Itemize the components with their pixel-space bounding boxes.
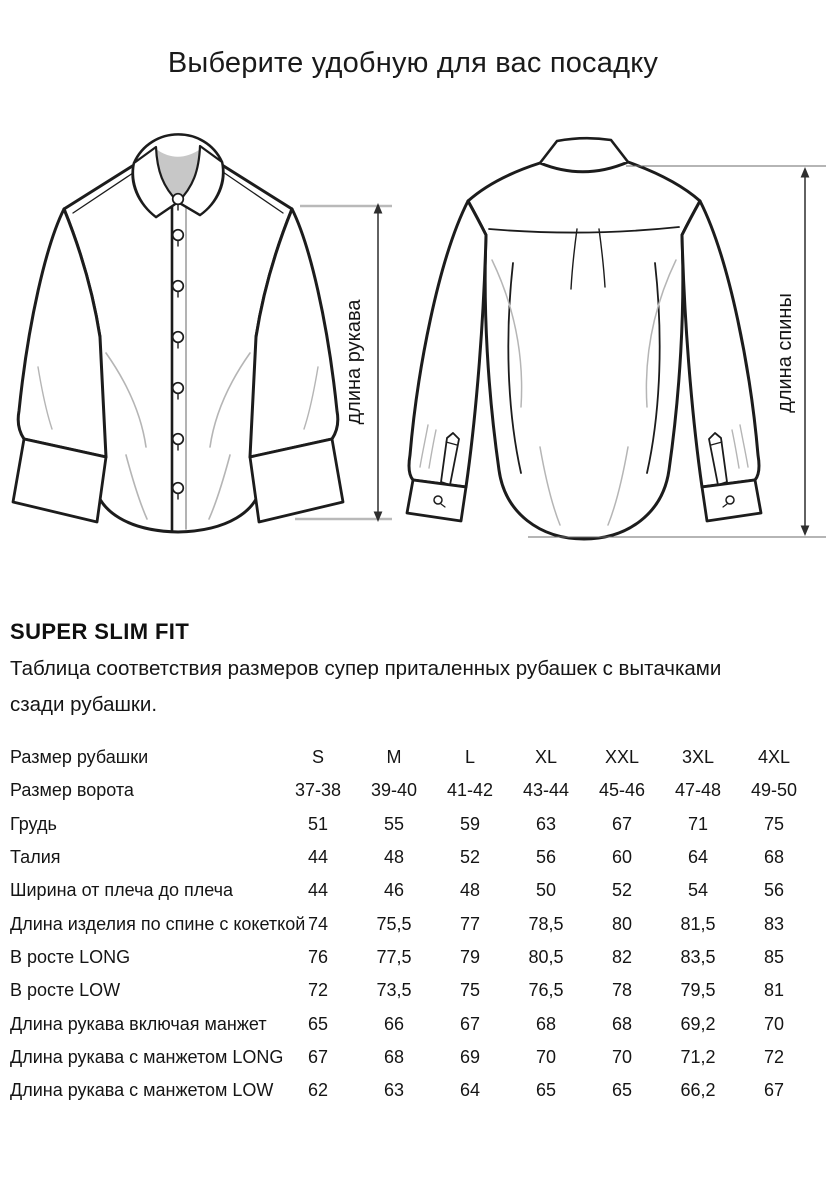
row-value: 69,2	[680, 1013, 716, 1034]
row-value: 79	[459, 946, 481, 967]
section-description	[10, 651, 810, 723]
row-value: 44	[307, 880, 329, 901]
front-shirt-diagram	[13, 134, 343, 532]
table-row	[10, 1041, 816, 1074]
table-row	[10, 774, 816, 807]
row-value: 4XL	[757, 747, 791, 768]
back-length-label: длина спины	[774, 293, 796, 413]
row-value: 54	[687, 880, 709, 901]
table-row	[10, 974, 816, 1007]
arrow-up-icon	[801, 167, 810, 178]
back-right-cuff-button	[726, 496, 734, 504]
row-value: 75	[459, 980, 481, 1001]
row-value: 68	[383, 1046, 405, 1067]
row-label: Длина рукава с манжетом LONG	[10, 1046, 284, 1067]
table-row	[10, 741, 816, 774]
row-value: 83	[763, 913, 785, 934]
row-value: 63	[535, 813, 557, 834]
row-label: Размер ворота	[10, 780, 134, 801]
section-heading: SUPER SLIM FIT	[10, 619, 190, 644]
row-value: 52	[459, 847, 481, 868]
row-value: 3XL	[681, 747, 715, 768]
row-value: 65	[535, 1080, 557, 1101]
row-value: 45-46	[598, 780, 646, 801]
row-value: 70	[763, 1013, 785, 1034]
row-value: 76	[307, 946, 329, 967]
row-value: 48	[383, 847, 405, 868]
row-value: 48	[459, 880, 481, 901]
row-label: Размер рубашки	[10, 747, 149, 768]
arrow-down-icon	[801, 526, 810, 537]
row-value: 67	[459, 1013, 481, 1034]
table-row	[10, 841, 816, 874]
row-value: 65	[307, 1013, 329, 1034]
row-value: 68	[763, 847, 785, 868]
row-value: 43-44	[522, 780, 570, 801]
row-value: 56	[535, 847, 557, 868]
row-value: 51	[307, 813, 329, 834]
row-value: 81	[763, 980, 785, 1001]
row-value: 52	[611, 880, 633, 901]
row-value: 76,5	[528, 980, 564, 1001]
row-label: В росте LOW	[10, 980, 121, 1001]
row-label: Ширина от плеча до плеча	[10, 880, 234, 901]
row-value: 78	[611, 980, 633, 1001]
row-value: 73,5	[376, 980, 412, 1001]
row-value: 80,5	[528, 946, 564, 967]
row-value: 46	[383, 880, 405, 901]
row-label: Грудь	[10, 813, 57, 834]
row-value: 37-38	[294, 780, 342, 801]
row-label: Длина рукава включая манжет	[10, 1013, 267, 1034]
row-value: 71	[687, 813, 709, 834]
size-table	[10, 741, 816, 1107]
row-value: 44	[307, 847, 329, 868]
row-value: 69	[459, 1046, 481, 1067]
row-value: 66,2	[680, 1080, 716, 1101]
arrow-up-icon	[374, 203, 383, 214]
row-value: 67	[307, 1046, 329, 1067]
row-value: 47-48	[674, 780, 722, 801]
row-value: L	[464, 747, 475, 768]
table-row	[10, 941, 816, 974]
row-value: M	[386, 747, 402, 768]
row-value: 83,5	[680, 946, 716, 967]
back-shirt-diagram	[407, 138, 761, 539]
row-value: 63	[383, 1080, 405, 1101]
row-value: 60	[611, 847, 633, 868]
row-value: 70	[535, 1046, 557, 1067]
row-value: 64	[459, 1080, 481, 1101]
row-value: 75	[763, 813, 785, 834]
row-value: 56	[763, 880, 785, 901]
row-value: 50	[535, 880, 557, 901]
row-value: 72	[763, 1046, 785, 1067]
row-value: 81,5	[680, 913, 716, 934]
row-value: 65	[611, 1080, 633, 1101]
row-value: 64	[687, 847, 709, 868]
row-value: 41-42	[446, 780, 494, 801]
row-value: XL	[534, 747, 558, 768]
table-row	[10, 907, 816, 940]
description-line: Таблица соответствия размеров супер приталенных рубашек с вытачками	[10, 657, 722, 680]
row-value: 79,5	[680, 980, 716, 1001]
back-left-cuff-button	[434, 496, 442, 504]
row-value: 72	[307, 980, 329, 1001]
row-value: 67	[611, 813, 633, 834]
row-value: 78,5	[528, 913, 564, 934]
row-value: 75,5	[376, 913, 412, 934]
row-value: XXL	[604, 747, 640, 768]
arrow-down-icon	[374, 512, 383, 523]
row-value: 82	[611, 946, 633, 967]
row-value: 68	[611, 1013, 633, 1034]
row-value: 66	[383, 1013, 405, 1034]
sleeve-length-label: длина рукава	[343, 299, 365, 425]
row-value: 59	[459, 813, 481, 834]
back-body	[468, 162, 700, 539]
front-collar-button	[173, 194, 184, 205]
row-label: Длина рукава с манжетом LOW	[10, 1080, 274, 1101]
row-label: Длина изделия по спине с кокеткой	[10, 913, 306, 934]
row-value: 49-50	[750, 780, 798, 801]
page-title: Выберите удобную для вас посадку	[167, 47, 659, 79]
row-value: 55	[383, 813, 405, 834]
row-value: 39-40	[370, 780, 418, 801]
row-value: 77	[459, 913, 481, 934]
description-line: сзади рубашки.	[10, 693, 158, 716]
table-row	[10, 808, 816, 841]
row-value: 71,2	[680, 1046, 716, 1067]
table-row	[10, 874, 816, 907]
row-value: S	[311, 747, 324, 768]
row-value: 74	[307, 913, 329, 934]
row-value: 62	[307, 1080, 329, 1101]
row-value: 67	[763, 1080, 785, 1101]
row-value: 77,5	[376, 946, 412, 967]
row-label: В росте LONG	[10, 946, 131, 967]
row-label: Талия	[10, 847, 61, 868]
row-value: 68	[535, 1013, 557, 1034]
row-value: 80	[611, 913, 633, 934]
table-row	[10, 1074, 816, 1107]
shirt-diagrams	[0, 125, 826, 565]
row-value: 70	[611, 1046, 633, 1067]
row-value: 85	[763, 946, 785, 967]
back-collar	[540, 138, 628, 163]
table-row	[10, 1007, 816, 1040]
